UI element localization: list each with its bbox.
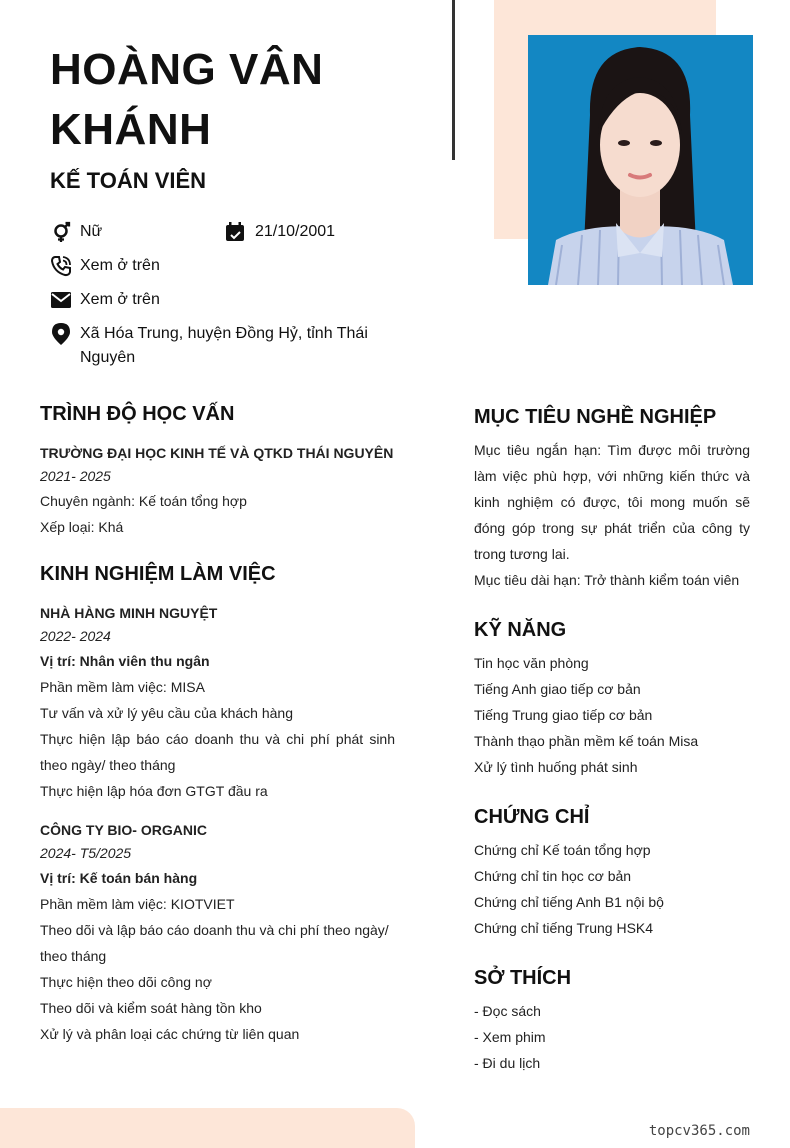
education-major: Chuyên ngành: Kế toán tổng hợp bbox=[40, 493, 247, 509]
email-icon bbox=[50, 289, 72, 311]
job-line: Thực hiện lập báo cáo doanh thu và chi phí phát sinh theo ngày/ theo tháng bbox=[40, 731, 395, 773]
job-org: CÔNG TY BIO- ORGANIC bbox=[40, 822, 207, 838]
certificate-item: Chứng chỉ tiếng Trung HSK4 bbox=[474, 920, 654, 936]
hobby-item: - Đi du lịch bbox=[474, 1055, 541, 1071]
job-position: Vị trí: Kế toán bán hàng bbox=[40, 870, 198, 886]
job-position: Vị trí: Nhân viên thu ngân bbox=[40, 653, 210, 669]
job-line: Xử lý và phân loại các chứng từ liên quan bbox=[40, 1026, 300, 1042]
gender-value: Nữ bbox=[80, 223, 103, 240]
gender-icon bbox=[50, 221, 72, 243]
address-value: Xã Hóa Trung, huyện Đồng Hỷ, tỉnh Thái Nguyên bbox=[80, 325, 368, 366]
calendar-icon bbox=[224, 221, 246, 243]
skill-item: Tin học văn phòng bbox=[474, 655, 589, 671]
skills-title: KỸ NĂNG bbox=[474, 619, 567, 641]
experience-job-2 bbox=[40, 819, 395, 1047]
education-rank: Xếp loại: Khá bbox=[40, 519, 124, 535]
dob-value: 21/10/2001 bbox=[255, 223, 336, 240]
email-value: Xem ở trên bbox=[80, 291, 160, 308]
education-period: 2021- 2025 bbox=[40, 468, 111, 484]
phone-value: Xem ở trên bbox=[80, 257, 160, 274]
certificate-item: Chứng chỉ Kế toán tổng hợp bbox=[474, 842, 651, 858]
phone-icon bbox=[50, 255, 72, 277]
job-period: 2022- 2024 bbox=[40, 628, 111, 644]
job-org: NHÀ HÀNG MINH NGUYỆT bbox=[40, 605, 218, 621]
job-period: 2024- T5/2025 bbox=[40, 845, 132, 861]
hobbies-title: SỞ THÍCH bbox=[474, 967, 572, 989]
hobby-item: - Đọc sách bbox=[474, 1003, 541, 1019]
experience-job-1 bbox=[40, 602, 395, 804]
location-pin-icon bbox=[50, 322, 72, 344]
experience-title: KINH NGHIỆM LÀM VIỆC bbox=[40, 563, 276, 585]
header-divider bbox=[452, 0, 455, 160]
job-line: Thực hiện theo dõi công nợ bbox=[40, 974, 212, 990]
skill-item: Tiếng Anh giao tiếp cơ bản bbox=[474, 681, 641, 697]
job-line: Tư vấn và xử lý yêu cầu của khách hàng bbox=[40, 705, 293, 721]
job-line: Theo dõi và kiểm soát hàng tồn kho bbox=[40, 1000, 262, 1016]
skill-item: Xử lý tình huống phát sinh bbox=[474, 759, 638, 775]
certificate-item: Chứng chỉ tiếng Anh B1 nội bộ bbox=[474, 894, 664, 910]
school-name: TRƯỜNG ĐẠI HỌC KINH TẾ VÀ QTKD THÁI NGUYÊN bbox=[40, 445, 394, 461]
candidate-name: HOÀNG VÂN KHÁNH bbox=[50, 45, 324, 154]
job-line: Theo dõi và lập báo cáo doanh thu và chi phí theo ngày/ theo tháng bbox=[40, 922, 389, 964]
certificate-item: Chứng chỉ tin học cơ bản bbox=[474, 868, 632, 884]
skill-item: Thành thạo phần mềm kế toán Misa bbox=[474, 733, 699, 749]
job-title: KẾ TOÁN VIÊN bbox=[50, 168, 207, 193]
objective-short: Mục tiêu ngắn hạn: Tìm được môi trường làm việc phù hợp, với những kiến thức và kinh nghiệm có được, tôi mong muốn sẽ đóng góp trong sự phát triển của công ty trong tương lai. bbox=[474, 442, 750, 562]
education-section bbox=[40, 442, 395, 540]
footer-site: topcv365.com bbox=[648, 1123, 750, 1139]
job-line: Thực hiện lập hóa đơn GTGT đầu ra bbox=[40, 783, 268, 799]
hobbies-list bbox=[474, 998, 750, 1076]
skill-item: Tiếng Trung giao tiếp cơ bản bbox=[474, 707, 653, 723]
objective-section bbox=[474, 437, 750, 593]
certificates-title: CHỨNG CHỈ bbox=[474, 806, 590, 828]
job-line: Phần mềm làm việc: MISA bbox=[40, 679, 205, 695]
certificates-list bbox=[474, 837, 750, 941]
objective-title: MỤC TIÊU NGHỀ NGHIỆP bbox=[474, 406, 717, 428]
skills-list bbox=[474, 650, 750, 780]
profile-photo bbox=[528, 35, 753, 285]
education-title: TRÌNH ĐỘ HỌC VẤN bbox=[40, 403, 235, 425]
bottom-peach-decor bbox=[0, 1108, 415, 1148]
objective-long: Mục tiêu dài hạn: Trở thành kiểm toán viên bbox=[474, 572, 740, 588]
job-line: Phần mềm làm việc: KIOTVIET bbox=[40, 896, 235, 912]
hobby-item: - Xem phim bbox=[474, 1029, 546, 1045]
